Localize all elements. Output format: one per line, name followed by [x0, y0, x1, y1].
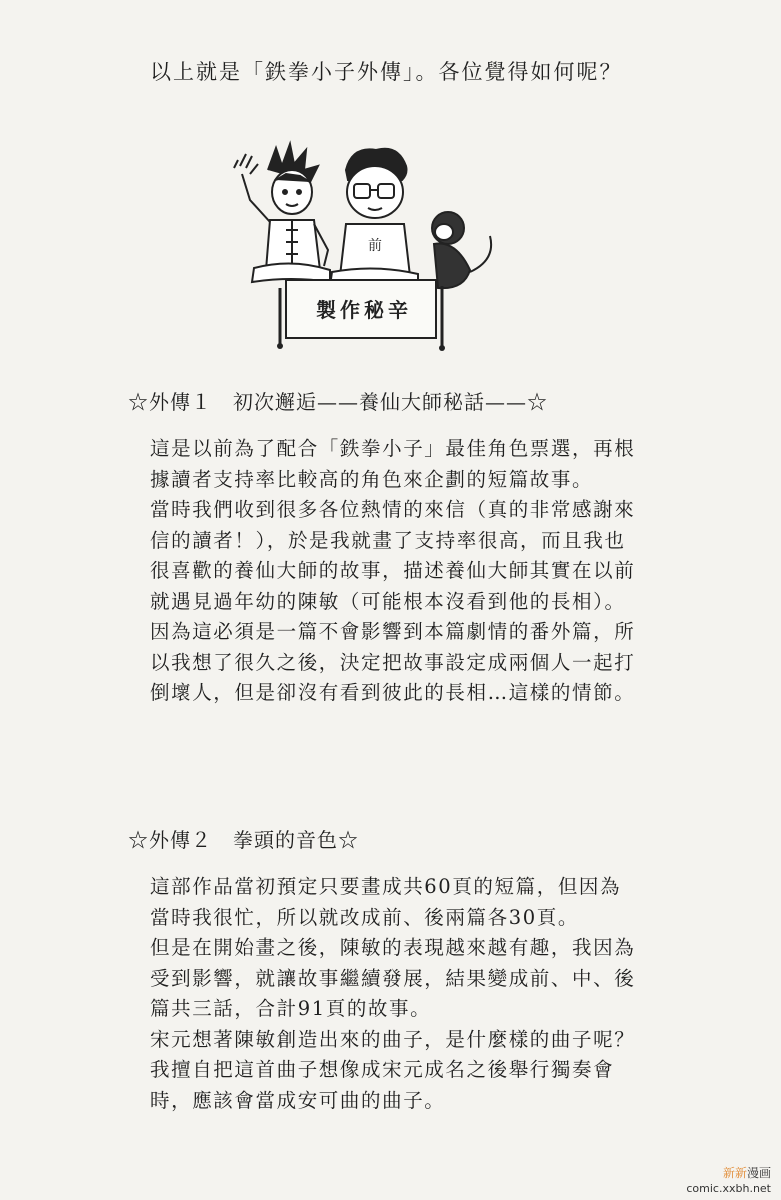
section2-body	[150, 872, 640, 1116]
boy-character	[234, 144, 330, 282]
sign-board	[277, 280, 445, 351]
section2-heading: ☆外傳２ 拳頭的音色☆	[128, 828, 359, 852]
shirt-label: 前	[368, 238, 382, 254]
watermark-url: comic.xxbh.net	[686, 1182, 771, 1195]
intro-text: 以上就是「鉄拳小子外傳」。各位覺得如何呢？	[150, 60, 623, 84]
section2-paragraph: 但是在開始畫之後，陳敏的表現越來越有趣，我因為受到影響，就讓故事繼續發展，結果變成前、中、後篇共三話，合計91頁的故事。	[150, 936, 636, 1020]
section2-paragraph: 這部作品當初預定只要畫成共60頁的短篇，但因為當時我很忙，所以就改成前、後兩篇各30頁。	[150, 875, 622, 929]
section1-body	[150, 434, 640, 709]
section1-paragraph: 這是以前為了配合「鉄拳小子」最佳角色票選，再根據讀者支持率比較高的角色來企劃的短篇故事。	[150, 437, 636, 491]
watermark-brand-a: 新新	[722, 1166, 747, 1180]
monkey-character	[432, 212, 491, 288]
section1-heading: ☆外傳１ 初次邂逅——養仙大師秘話——☆	[128, 390, 548, 414]
glasses-character	[330, 149, 418, 286]
making-of-illustration	[220, 140, 520, 360]
section2-paragraph: 宋元想著陳敏創造出來的曲子，是什麼樣的曲子呢？我擅自把這首曲子想像成宋元成名之後舉行獨奏會時，應該會當成安可曲的曲子。	[150, 1027, 636, 1112]
section1-paragraph: 因為這必須是一篇不會影響到本篇劇情的番外篇，所以我想了很久之後，決定把故事設定成兩個人一起打倒壞人，但是卻沒有看到彼此的長相…這樣的情節。	[150, 620, 636, 704]
site-watermark	[686, 1166, 771, 1196]
sign-text: 製作秘辛	[316, 298, 412, 322]
section1-paragraph: 當時我們收到很多各位熱情的來信（真的非常感謝來信的讀者！），於是我就畫了支持率很高，而且我也很喜歡的養仙大師的故事，描述養仙大師其實在以前就遇見過年幼的陳敏（可能根本沒看到他的長相）。	[150, 498, 636, 613]
watermark-brand-b: 漫画	[746, 1166, 771, 1180]
